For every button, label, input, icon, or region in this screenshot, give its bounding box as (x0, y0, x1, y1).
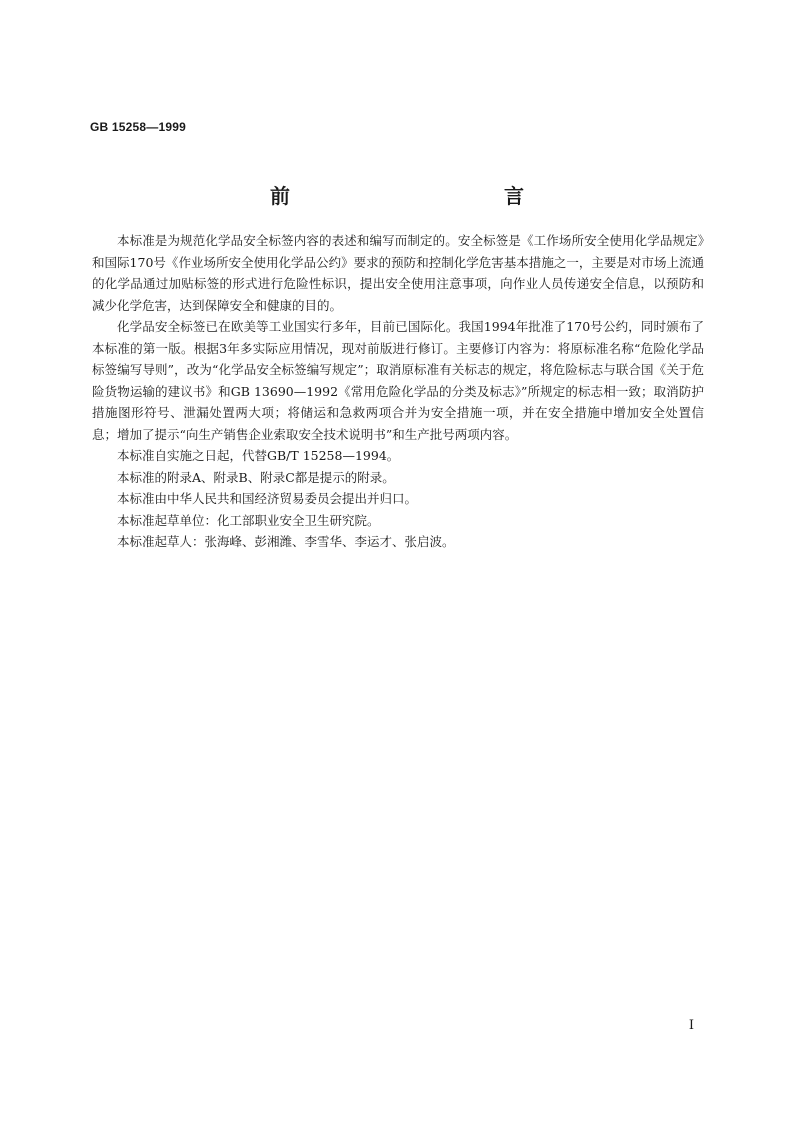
paragraph: 本标准是为规范化学品安全标签内容的表述和编写而制定的。安全标签是《工作场所安全使用化学品规定》和国际170号《作业场所安全使用化学品公约》要求的预防和控制化学危害基本措施之一，主要是对市场上流通的化学品通过加贴标签的形式进行危险性标识，提出安全使用注意事项，向作业人员传递安全信息，以预防和减少化学危害，达到保障安全和健康的目的。 (92, 233, 704, 313)
paragraph: 本标准起草人：张海峰、彭湘潍、李雪华、李运才、张启波。 (117, 534, 455, 549)
paragraph: 本标准的附录A、附录B、附录C都是提示的附录。 (117, 469, 395, 485)
paragraph: 化学品安全标签已在欧美等工业国实行多年，目前已国际化。我国1994年批准了170号公约，同时颁布了本标准的第一版。根据3年多实际应用情况，现对前版进行修订。主要修订内容为：将原标准名称“危险化学品标签编写导则”，改为“化学品安全标签编写规定”；取消原标准有关标志的规定，将危险标志与联合国《关于危险货物运输的建议书》和GB 13690—1992《常用危险化学品的分类及标志》”所规定的标志相一致；取消防护措施图形符号、泄漏处置两大项；将储运和急救两项合并为安全措施一项，并在安全措施中增加安全处置信息；增加了提示“向生产销售企业索取安全技术说明书”和生产批号两项内容。 (92, 319, 704, 442)
page-number: I (688, 1018, 694, 1033)
paragraph: 本标准由中华人民共和国经济贸易委员会提出并归口。 (117, 491, 418, 506)
page-title: 前 言 (270, 184, 582, 208)
foreword-body (92, 230, 704, 553)
paragraph: 本标准自实施之日起，代替GB/T 15258—1994。 (117, 448, 400, 463)
paragraph: 本标准起草单位：化工部职业安全卫生研究院。 (117, 512, 380, 528)
standard-code: GB 15258—1999 (90, 120, 186, 134)
